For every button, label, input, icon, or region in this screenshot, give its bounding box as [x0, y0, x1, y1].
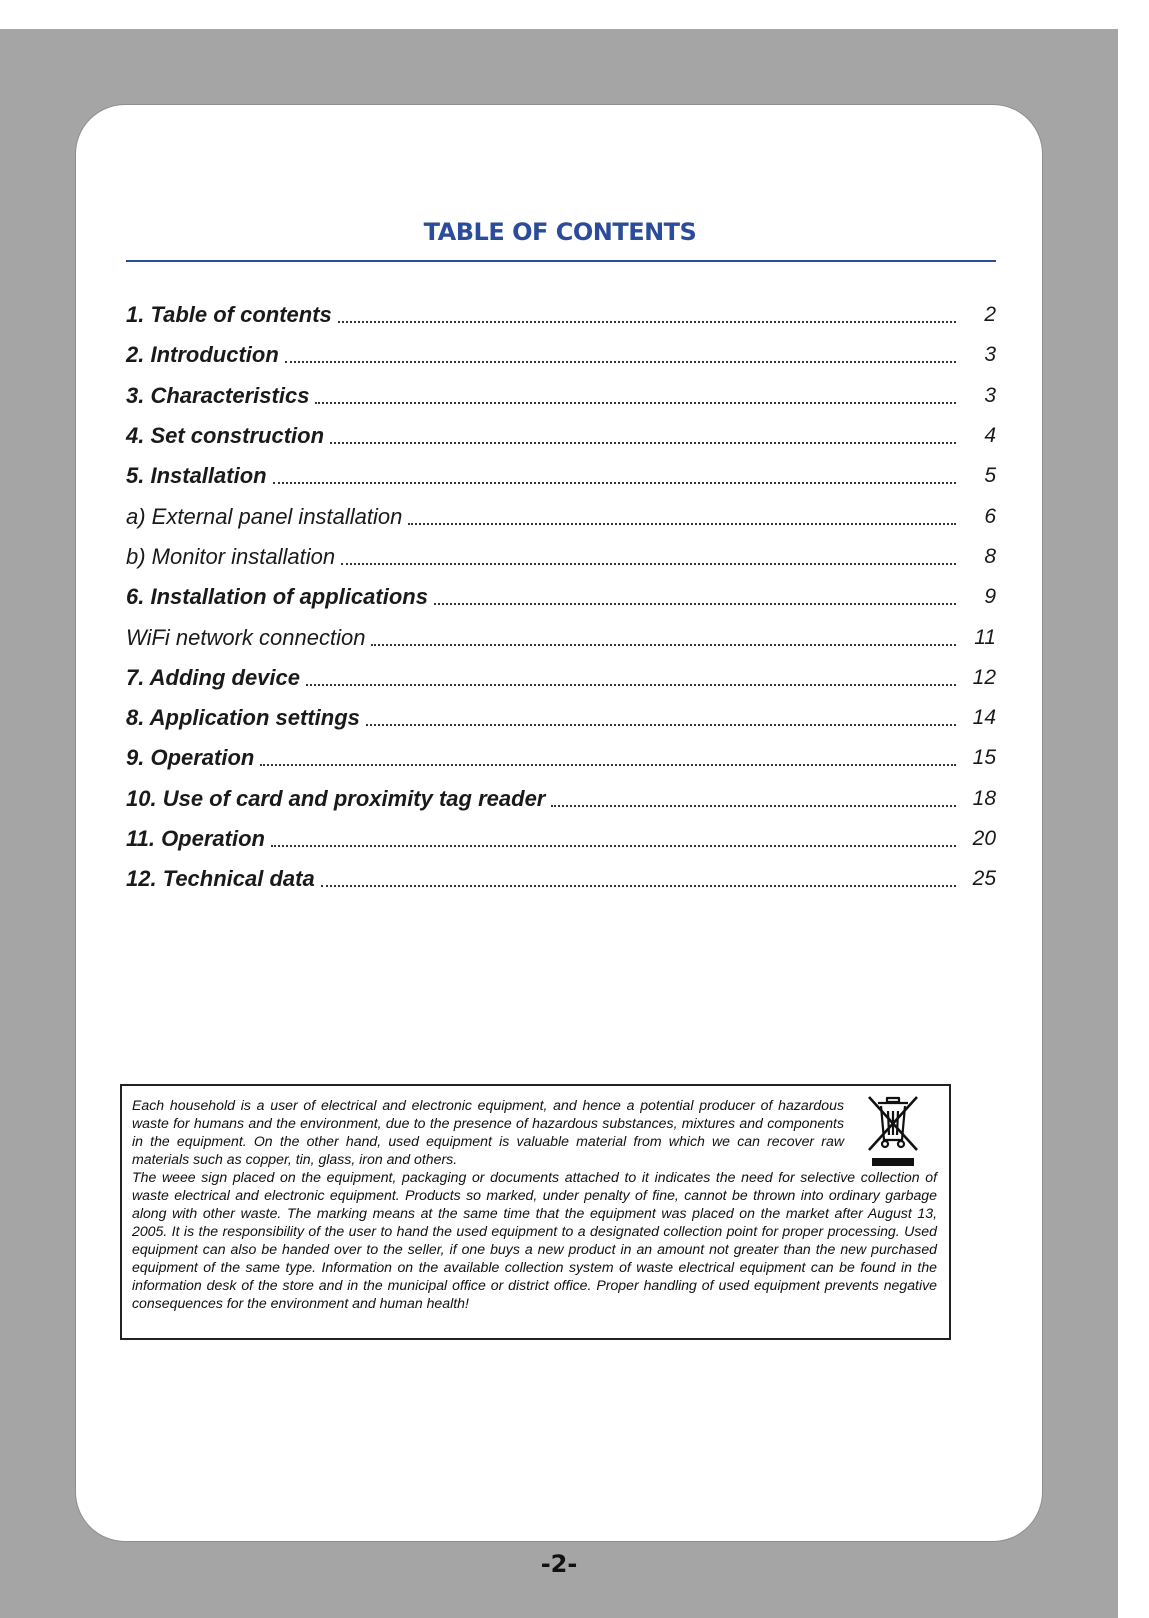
toc-entry[interactable]: [126, 335, 996, 375]
toc-leader-dots: [551, 805, 956, 807]
toc-entry-label: a) External panel installation: [126, 503, 403, 529]
title-divider: [126, 260, 996, 262]
toc-entry-page: 5: [984, 464, 996, 488]
toc-entry[interactable]: [126, 738, 996, 778]
toc-entry-label: b) Monitor installation: [126, 543, 336, 569]
toc-entry-label: 3. Characteristics: [126, 382, 310, 408]
toc-entry[interactable]: [126, 577, 996, 617]
toc-leader-dots: [366, 724, 956, 726]
toc-leader-dots: [434, 603, 956, 605]
toc-entry[interactable]: [126, 456, 996, 496]
toc-entry-label: 9. Operation: [126, 745, 255, 771]
toc-entry-label: 1. Table of contents: [126, 302, 332, 328]
page-title: TABLE OF CONTENTS: [423, 218, 697, 246]
toc-entry[interactable]: [126, 496, 996, 536]
toc-entry[interactable]: [126, 295, 996, 335]
toc-entry-page: 2: [984, 303, 996, 327]
toc-leader-dots: [271, 845, 956, 847]
toc-leader-dots: [341, 563, 956, 565]
toc-entry-label: 2. Introduction: [126, 342, 279, 368]
toc-entry-page: 25: [972, 867, 996, 891]
weee-crossed-bin-icon: [865, 1094, 921, 1172]
toc-entry-page: 14: [972, 706, 996, 730]
toc-entry-label: 8. Application settings: [126, 705, 360, 731]
toc-entry[interactable]: [126, 859, 996, 899]
toc-leader-dots: [371, 644, 956, 646]
toc-entry-page: 3: [984, 343, 996, 367]
toc-entry-page: 6: [984, 504, 996, 528]
toc-leader-dots: [260, 764, 956, 766]
toc-entry[interactable]: [126, 698, 996, 738]
toc-entry-page: 11: [974, 625, 996, 649]
page-card: [75, 104, 1043, 1542]
toc-leader-dots: [338, 321, 956, 323]
toc-entry-page: 18: [972, 786, 996, 810]
toc-entry[interactable]: [126, 537, 996, 577]
toc-entry[interactable]: [126, 779, 996, 819]
toc-leader-dots: [330, 442, 956, 444]
toc-list: [126, 295, 996, 899]
toc-entry-label: WiFi network connection: [126, 624, 366, 650]
toc-entry[interactable]: [126, 416, 996, 456]
toc-entry-label: 11. Operation: [126, 826, 265, 851]
toc-entry-page: 8: [984, 544, 996, 568]
toc-leader-dots: [285, 361, 956, 363]
toc-entry[interactable]: [126, 658, 996, 698]
toc-entry-page: 3: [984, 383, 996, 407]
toc-entry-label: 4. Set construction: [126, 423, 325, 449]
weee-notice-paragraph: The weee sign placed on the equipment, packaging or documents attached to it indicates the need for selective collection of waste electrical and electronic equipment. Products so marked, under penalty of fine, cannot be thrown into ordinary garbage along with other waste. The marking means at the same time that the equipment was placed on the market after August 13, 2005. It is the responsibility of the user to hand the used equipment to a designated collection point for proper processing. Used equipment can also be handed over to the seller, if one buys a new product in an amount not greater than the new purchased equipment of the same type. Information on the available collection system of waste electrical equipment can be found in the information desk of the store and in the municipal office or district office. Proper handling of used equipment prevents negative consequences for the environment and human health!: [132, 1169, 937, 1311]
toc-entry-label: 10. Use of card and proximity tag reader: [126, 785, 546, 811]
toc-entry-page: 15: [972, 746, 996, 770]
toc-leader-dots: [273, 482, 956, 484]
toc-leader-dots: [321, 885, 956, 887]
toc-leader-dots: [315, 402, 956, 404]
toc-entry[interactable]: [126, 819, 996, 859]
toc-entry[interactable]: [126, 617, 996, 657]
toc-entry-label: 6. Installation of applications: [126, 584, 428, 610]
toc-entry-page: 20: [972, 827, 996, 850]
toc-entry-label: 12. Technical data: [126, 866, 315, 892]
toc-entry[interactable]: [126, 376, 996, 416]
toc-entry-page: 12: [972, 665, 996, 689]
toc-entry-page: 9: [984, 585, 996, 609]
toc-entry-label: 7. Adding device: [126, 664, 301, 690]
weee-notice-box: [120, 1084, 951, 1340]
toc-entry-label: 5. Installation: [126, 463, 267, 489]
toc-leader-dots: [408, 523, 956, 525]
weee-notice-paragraph: Each household is a user of electrical and electronic equipment, and hence a potential producer of hazardous waste for humans and the environment, due to the presence of hazardous substances, mixtures and components in the equipment. On the other hand, used equipment is valuable material from which we can recover raw materials such as copper, tin, glass, iron and others.: [132, 1097, 844, 1167]
page-number: -2-: [540, 1550, 578, 1578]
toc-leader-dots: [306, 684, 956, 686]
toc-entry-page: 4: [984, 424, 996, 448]
